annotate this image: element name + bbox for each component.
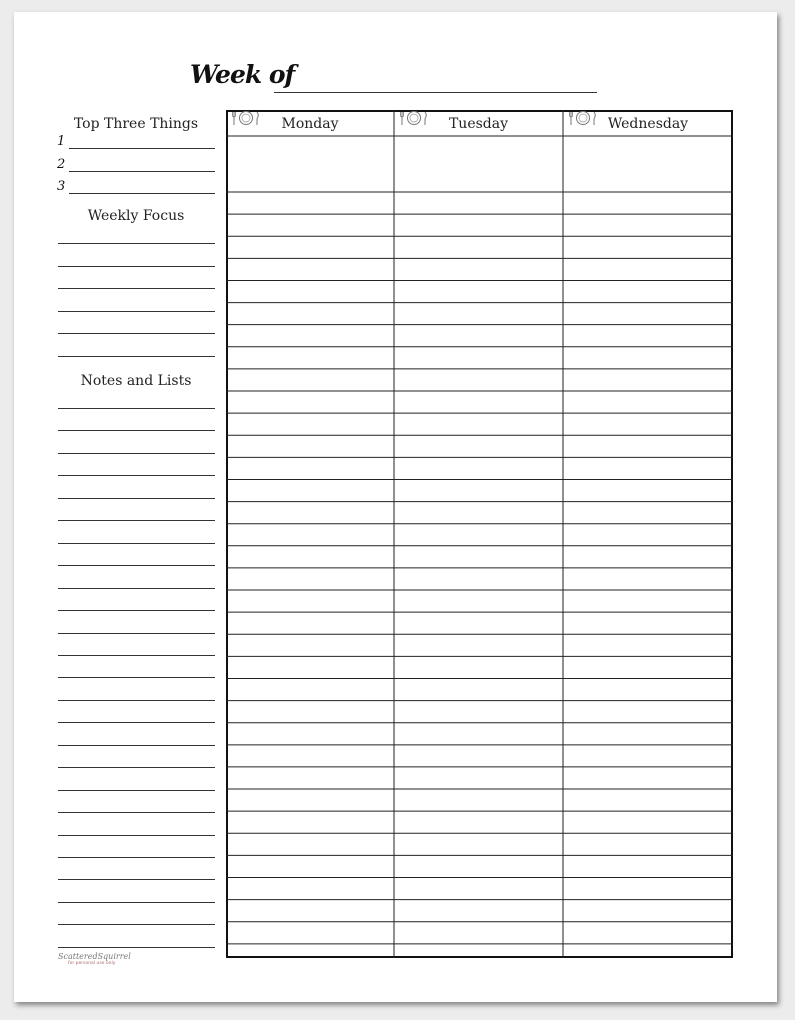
- notes-line[interactable]: [58, 633, 215, 634]
- top-three-line-2[interactable]: [69, 171, 215, 172]
- notes-heading: Notes and Lists: [80, 373, 192, 389]
- day-header-wednesday: Wednesday: [607, 116, 689, 132]
- brand-logo: [58, 952, 131, 970]
- notes-line[interactable]: [58, 430, 215, 431]
- schedule-grid-lines: [226, 110, 733, 958]
- notes-line[interactable]: [58, 453, 215, 454]
- notes-line[interactable]: [58, 835, 215, 836]
- brand-tagline: for personal use only: [68, 961, 116, 966]
- notes-line[interactable]: [58, 812, 215, 813]
- top-three-heading: Top Three Things: [73, 116, 199, 132]
- week-of-title: Week of: [190, 60, 295, 89]
- weekly-focus-line[interactable]: [58, 356, 215, 357]
- top-three-number-1: 1: [57, 134, 66, 149]
- notes-line[interactable]: [58, 475, 215, 476]
- notes-line[interactable]: [58, 677, 215, 678]
- notes-line[interactable]: [58, 902, 215, 903]
- brand-name: ScatteredSquirrel: [58, 952, 131, 961]
- top-three-number-2: 2: [57, 157, 66, 172]
- notes-line[interactable]: [58, 879, 215, 880]
- plate-fork-knife-icon: [232, 110, 260, 126]
- weekly-focus-line[interactable]: [58, 266, 215, 267]
- top-three-line-3[interactable]: [69, 193, 215, 194]
- weekly-focus-heading: Weekly Focus: [87, 208, 185, 224]
- notes-line[interactable]: [58, 610, 215, 611]
- week-of-line: [274, 92, 597, 93]
- notes-line[interactable]: [58, 588, 215, 589]
- top-three-line-1[interactable]: [69, 148, 215, 149]
- notes-line[interactable]: [58, 767, 215, 768]
- notes-line[interactable]: [58, 543, 215, 544]
- day-header-monday: Monday: [281, 116, 339, 132]
- day-header-tuesday: Tuesday: [448, 116, 509, 132]
- notes-line[interactable]: [58, 700, 215, 701]
- notes-line[interactable]: [58, 408, 215, 409]
- weekly-focus-line[interactable]: [58, 311, 215, 312]
- weekly-focus-line[interactable]: [58, 333, 215, 334]
- notes-line[interactable]: [58, 655, 215, 656]
- weekly-focus-line[interactable]: [58, 288, 215, 289]
- plate-fork-knife-icon: [569, 110, 597, 126]
- top-three-number-3: 3: [57, 179, 66, 194]
- grid-border: [227, 111, 732, 957]
- notes-line[interactable]: [58, 745, 215, 746]
- notes-line[interactable]: [58, 565, 215, 566]
- weekly-focus-line[interactable]: [58, 243, 215, 244]
- notes-line[interactable]: [58, 790, 215, 791]
- notes-line[interactable]: [58, 857, 215, 858]
- notes-line[interactable]: [58, 947, 215, 948]
- notes-line[interactable]: [58, 924, 215, 925]
- notes-line[interactable]: [58, 498, 215, 499]
- schedule-grid: [226, 110, 733, 958]
- notes-line[interactable]: [58, 722, 215, 723]
- plate-fork-knife-icon: [400, 110, 428, 126]
- notes-line[interactable]: [58, 520, 215, 521]
